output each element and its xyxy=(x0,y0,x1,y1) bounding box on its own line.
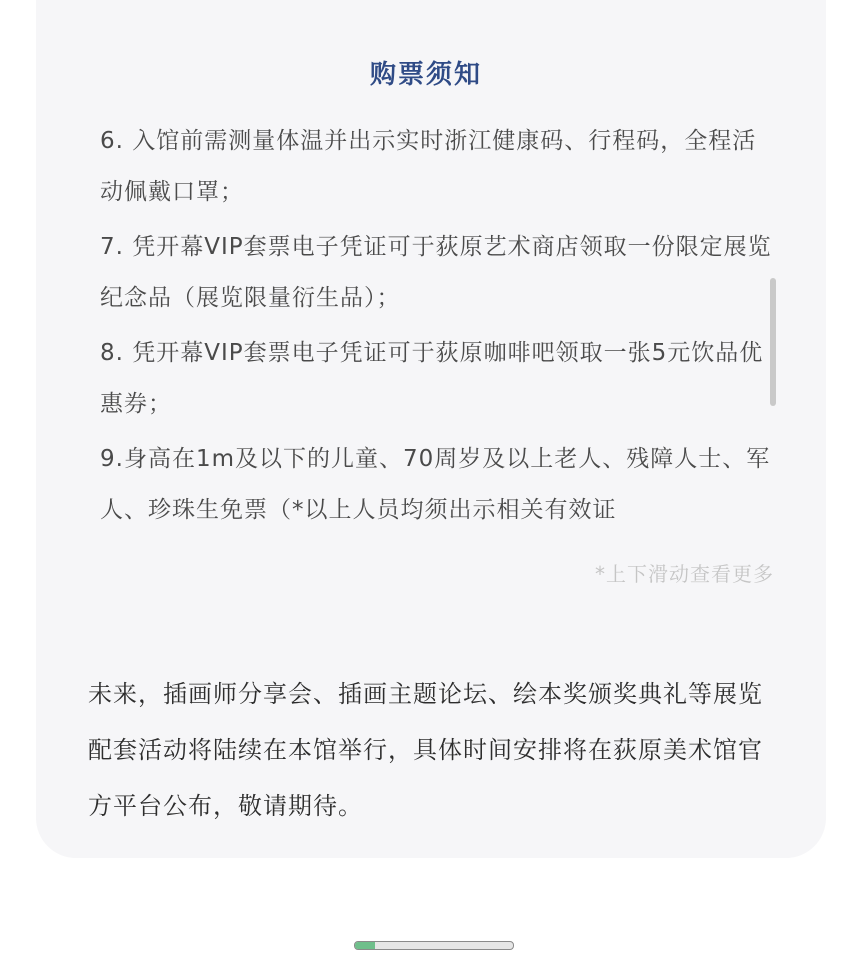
notice-item-7: 7. 凭开幕VIP套票电子凭证可于荻原艺术商店领取一份限定展览纪念品（展览限量衍生品）； xyxy=(100,234,772,311)
notice-scrollbar[interactable] xyxy=(770,278,776,406)
notice-item-8: 8. 凭开幕VIP套票电子凭证可于荻原咖啡吧领取一张5元饮品优惠券； xyxy=(100,340,764,417)
home-indicator[interactable] xyxy=(354,941,514,950)
notice-item-6: 6. 入馆前需测量体温并出示实时浙江健康码、行程码，全程活动佩戴口罩； xyxy=(100,128,757,205)
home-indicator-fill xyxy=(355,942,375,949)
notice-scroll-area[interactable] xyxy=(100,116,772,536)
scroll-hint: *上下滑动查看更多 xyxy=(595,562,774,586)
notice-item-9: 9.身高在1m及以下的儿童、70周岁及以上老人、残障人士、军人、珍珠生免票（*以上人员均须出示相关有效证 xyxy=(100,446,771,523)
future-events-text: 未来，插画师分享会、插画主题论坛、绘本奖颁奖典礼等展览配套活动将陆续在本馆举行，具体时间安排将在荻原美术馆官方平台公布，敬请期待。 xyxy=(88,680,763,820)
notice-title: 购票须知 xyxy=(369,60,482,90)
